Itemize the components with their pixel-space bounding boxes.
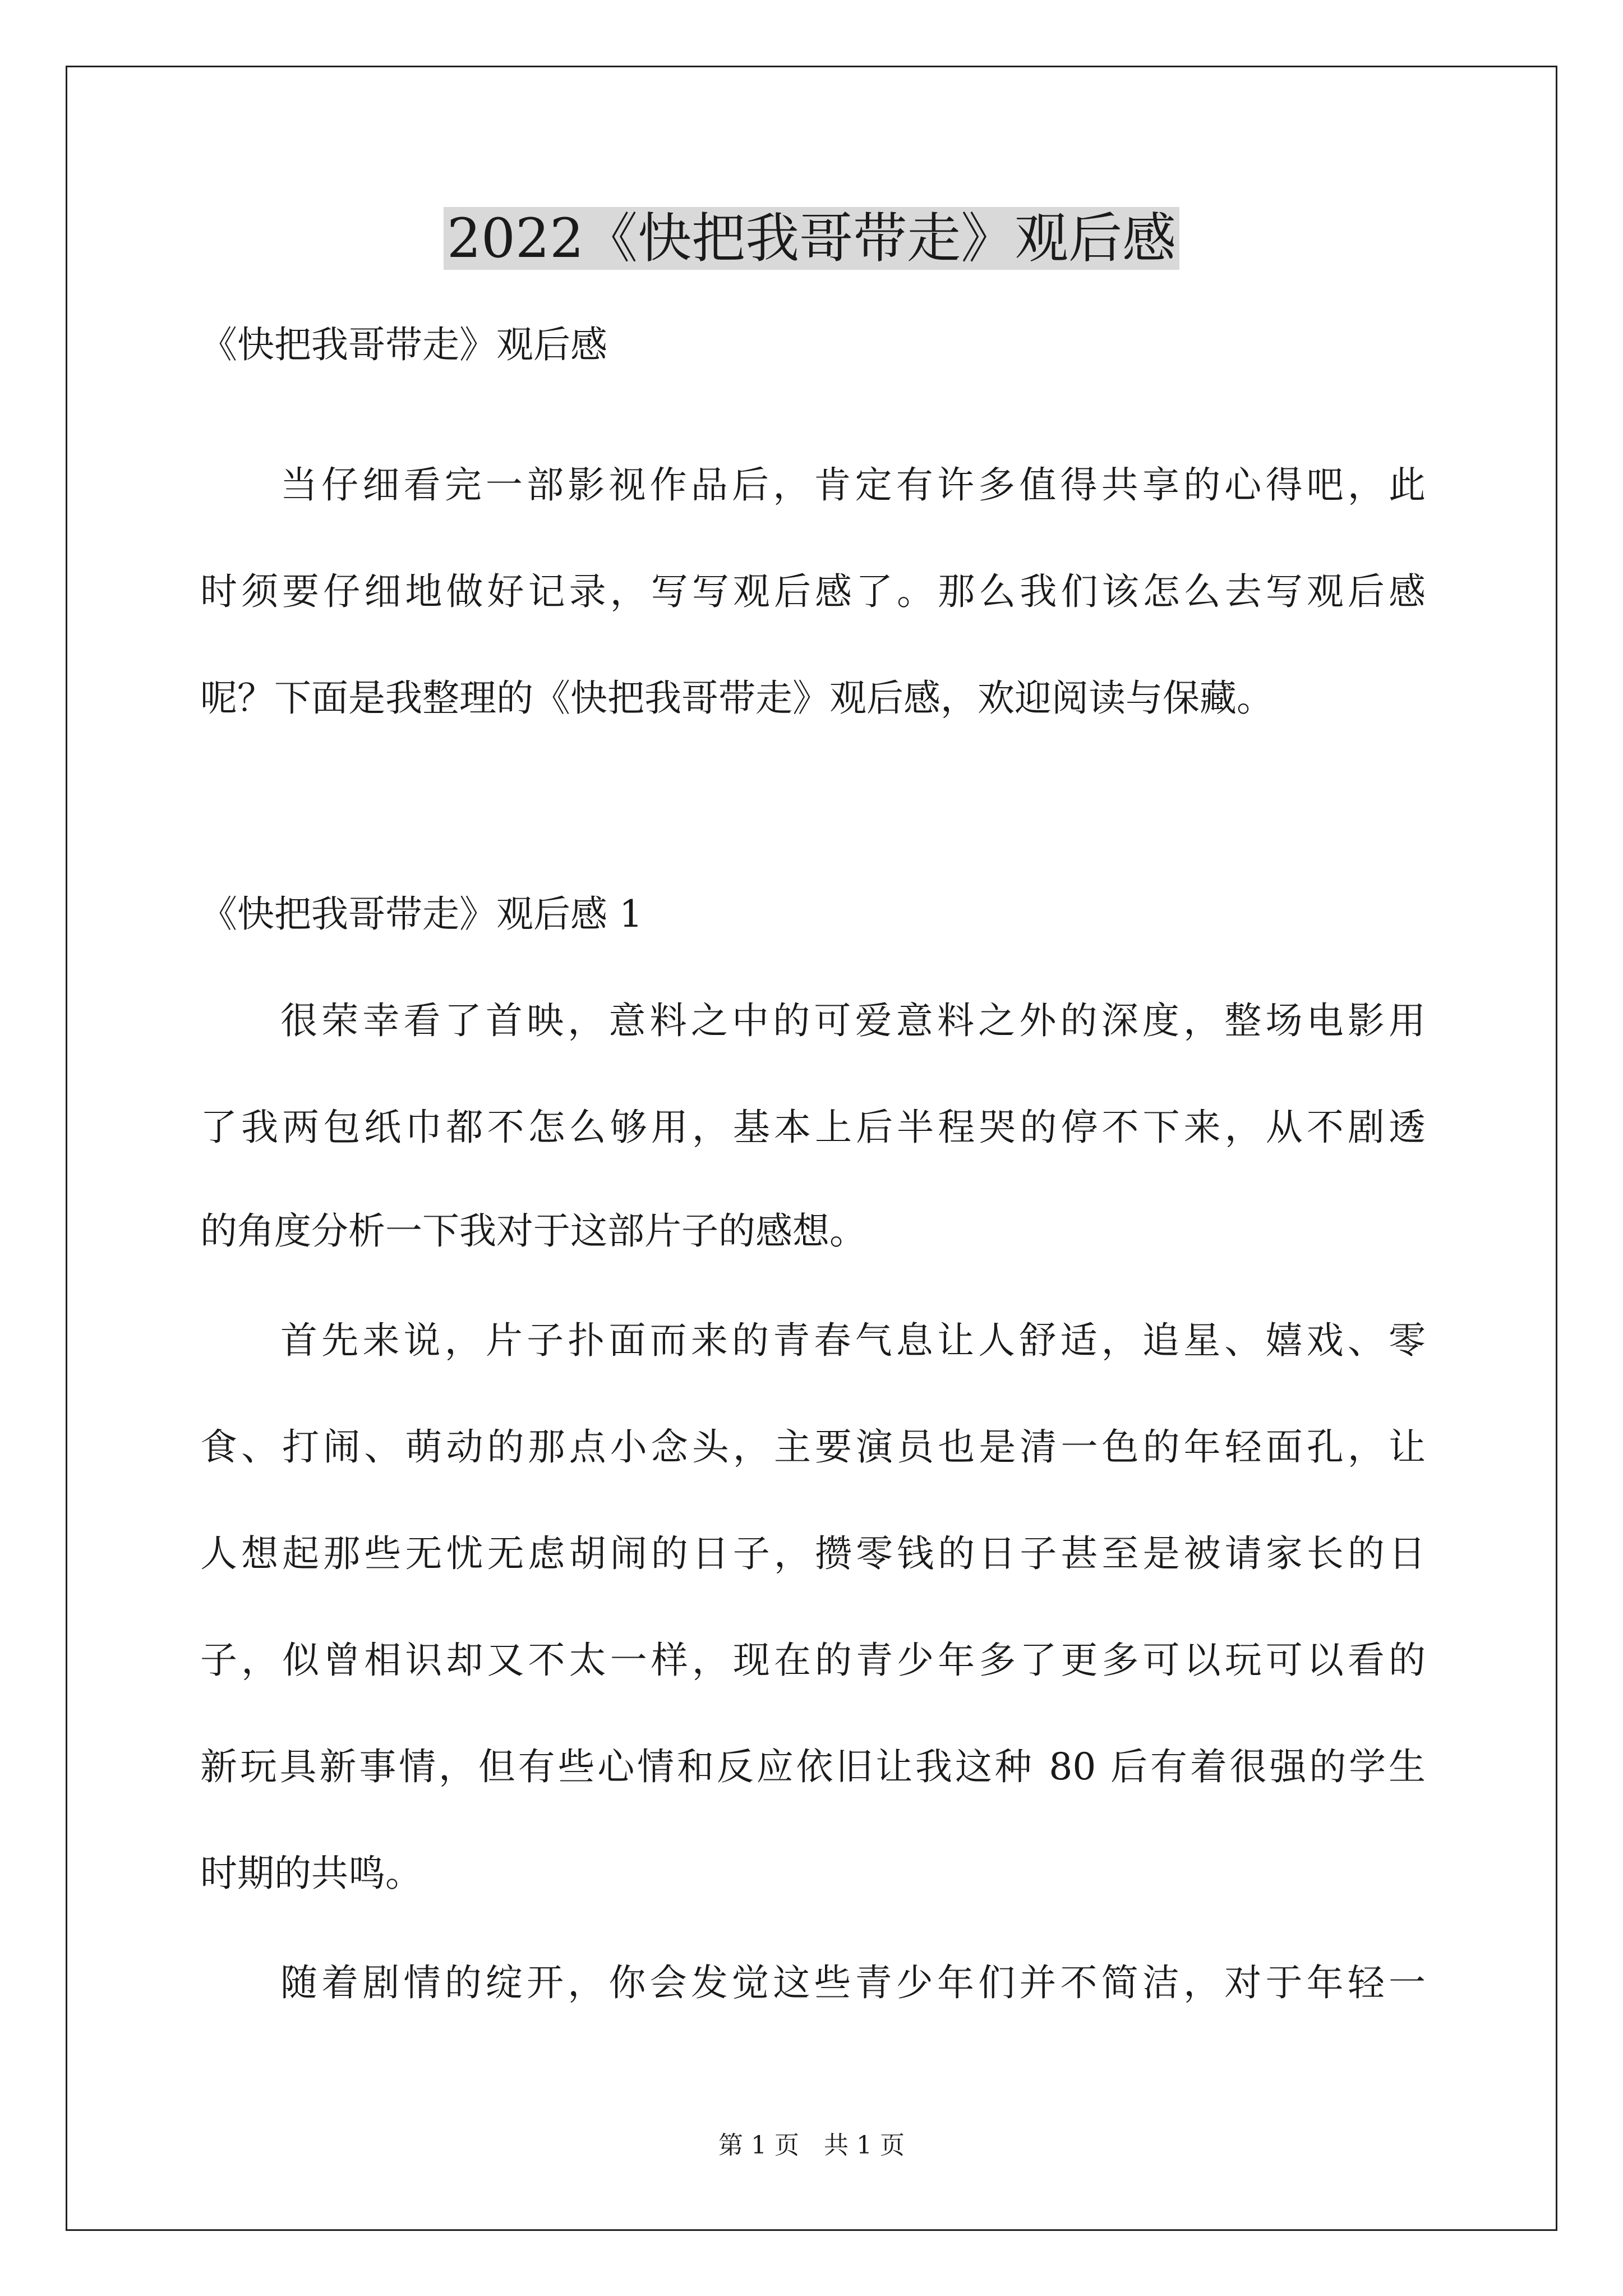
paragraph-line: 食、打闹、萌动的那点小念头，主要演员也是清一色的年轻面孔，让 bbox=[200, 1425, 1426, 1469]
title-text: 2022《快把我哥带走》观后感 bbox=[444, 207, 1179, 270]
paragraph-line: 随着剧情的绽开，你会发觉这些青少年们并不简洁，对于年轻一 bbox=[280, 1961, 1426, 2004]
paragraph-line: 的角度分析一下我对于这部片子的感想。 bbox=[200, 1209, 866, 1253]
paragraph-line: 新玩具新事情，但有些心情和反应依旧让我这种 80 后有着很强的学生 bbox=[200, 1745, 1426, 1788]
subtitle: 《快把我哥带走》观后感 bbox=[200, 323, 607, 366]
paragraph-line: 子，似曾相识却又不太一样，现在的青少年多了更多可以玩可以看的 bbox=[200, 1639, 1426, 1682]
intro-line: 呢？下面是我整理的《快把我哥带走》观后感，欢迎阅读与保藏。 bbox=[200, 677, 1274, 720]
paragraph-line: 人想起那些无忧无虑胡闹的日子，攒零钱的日子甚至是被请家长的日 bbox=[200, 1532, 1426, 1575]
document-title bbox=[0, 199, 1623, 278]
paragraph-line: 首先来说，片子扑面而来的青春气息让人舒适，追星、嬉戏、零 bbox=[280, 1319, 1426, 1362]
paragraph-line: 时期的共鸣。 bbox=[200, 1852, 422, 1895]
page-footer: 第 1 页 共 1 页 bbox=[718, 2131, 905, 2160]
intro-line: 时须要仔细地做好记录，写写观后感了。那么我们该怎么去写观后感 bbox=[200, 570, 1426, 613]
paragraph-line: 了我两包纸巾都不怎么够用，基本上后半程哭的停不下来，从不剧透 bbox=[200, 1106, 1426, 1149]
intro-line: 当仔细看完一部影视作品后，肯定有许多值得共享的心得吧，此 bbox=[280, 463, 1426, 507]
section-heading: 《快把我哥带走》观后感 1 bbox=[200, 892, 643, 936]
paragraph-line: 很荣幸看了首映，意料之中的可爱意料之外的深度，整场电影用 bbox=[280, 999, 1426, 1042]
